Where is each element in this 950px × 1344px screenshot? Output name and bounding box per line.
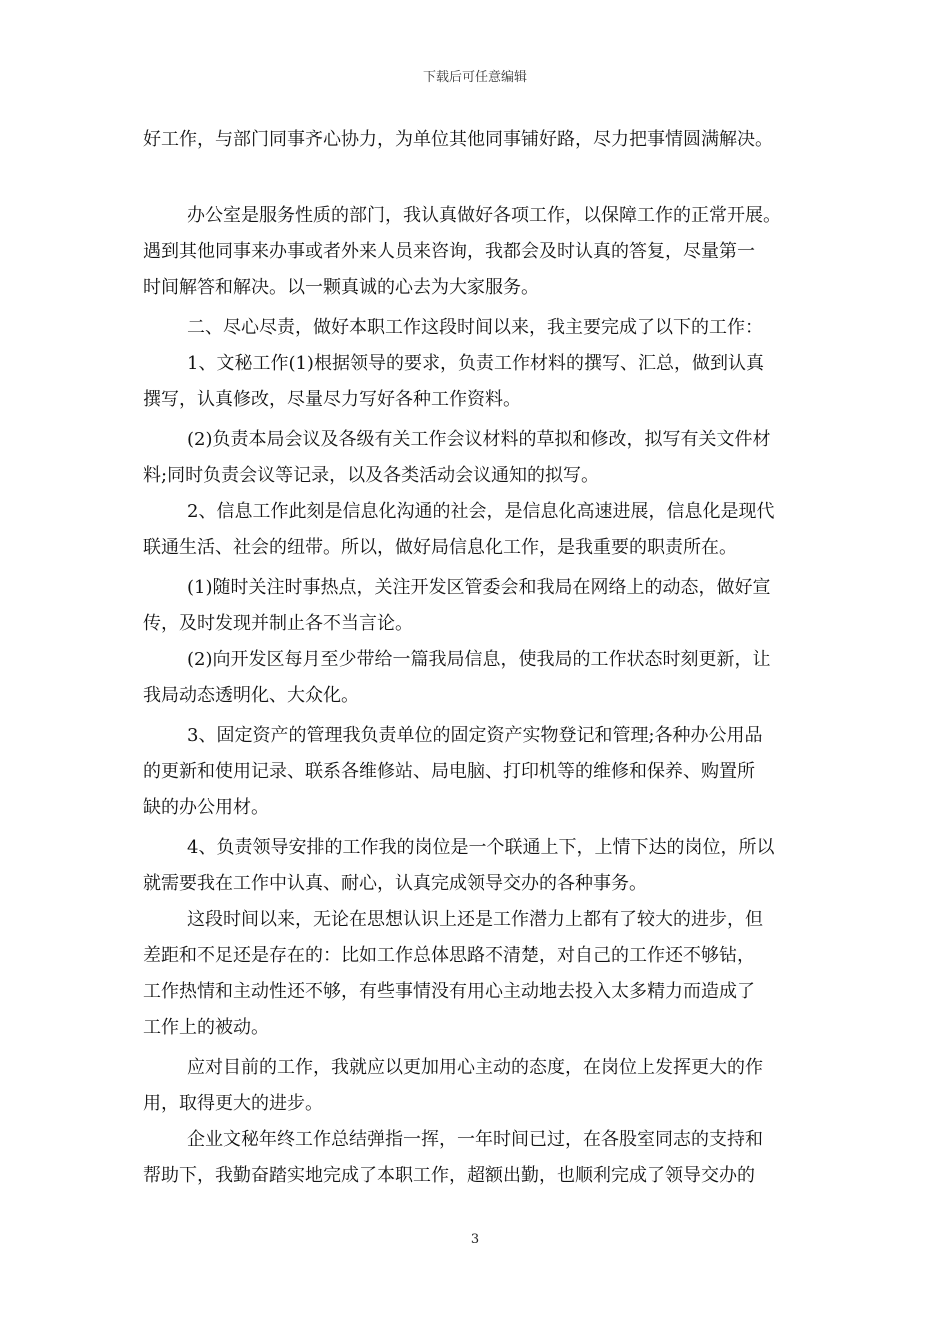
- text-line: 遇到其他同事来办事或者外来人员来咨询，我都会及时认真的答复，尽量第一: [143, 241, 755, 262]
- text-line: 联通生活、社会的纽带。所以，做好局信息化工作，是我重要的职责所在。: [143, 537, 737, 558]
- text-line: 时间解答和解决。以一颗真诚的心去为大家服务。: [143, 277, 539, 298]
- text-line: (2)向开发区每月至少带给一篇我局信息，使我局的工作状态时刻更新，让: [187, 649, 771, 670]
- text-line: 用，取得更大的进步。: [143, 1093, 323, 1114]
- text-line: 缺的办公用材。: [143, 797, 269, 818]
- text-line: 的更新和使用记录、联系各维修站、局电脑、打印机等的维修和保养、购置所: [143, 761, 755, 782]
- text-line: (2)负责本局会议及各级有关工作会议材料的草拟和修改，拟写有关文件材: [187, 429, 771, 450]
- text-line: 1、文秘工作(1)根据领导的要求，负责工作材料的撰写、汇总，做到认真: [187, 353, 764, 374]
- text-line: 撰写，认真修改，尽量尽力写好各种工作资料。: [143, 389, 521, 410]
- page-number: 3: [470, 1232, 480, 1247]
- text-line: 帮助下，我勤奋踏实地完成了本职工作，超额出勤，也顺利完成了领导交办的: [143, 1165, 755, 1186]
- text-line: 工作热情和主动性还不够，有些事情没有用心主动地去投入太多精力而造成了: [143, 981, 755, 1002]
- text-line: (1)随时关注时事热点，关注开发区管委会和我局在网络上的动态，做好宣: [187, 577, 771, 598]
- text-line: 4、负责领导安排的工作我的岗位是一个联通上下，上情下达的岗位，所以: [187, 837, 775, 858]
- text-line: 3、固定资产的管理我负责单位的固定资产实物登记和管理;各种办公用品: [187, 725, 763, 746]
- text-line: 企业文秘年终工作总结弹指一挥，一年时间已过，在各股室同志的支持和: [187, 1129, 763, 1150]
- text-line: 办公室是服务性质的部门，我认真做好各项工作，以保障工作的正常开展。: [187, 205, 781, 226]
- text-line: 传，及时发现并制止各不当言论。: [143, 613, 413, 634]
- text-line: 差距和不足还是存在的：比如工作总体思路不清楚，对自己的工作还不够钻，: [143, 945, 755, 966]
- text-line: 工作上的被动。: [143, 1017, 269, 1038]
- text-line: 应对目前的工作，我就应以更加用心主动的态度，在岗位上发挥更大的作: [187, 1057, 763, 1078]
- text-line: 这段时间以来，无论在思想认识上还是工作潜力上都有了较大的进步，但: [187, 909, 763, 930]
- text-line: 就需要我在工作中认真、耐心，认真完成领导交办的各种事务。: [143, 873, 647, 894]
- text-line: 二、尽心尽责，做好本职工作这段时间以来，我主要完成了以下的工作：: [187, 317, 763, 338]
- text-line: 我局动态透明化、大众化。: [143, 685, 359, 706]
- page-header: 下载后可任意编辑: [422, 70, 527, 85]
- text-line: 料;同时负责会议等记录，以及各类活动会议通知的拟写。: [143, 465, 600, 486]
- text-line: 好工作，与部门同事齐心协力，为单位其他同事铺好路，尽力把事情圆满解决。: [143, 129, 773, 150]
- text-line: 2、信息工作此刻是信息化沟通的社会，是信息化高速进展，信息化是现代: [187, 501, 775, 522]
